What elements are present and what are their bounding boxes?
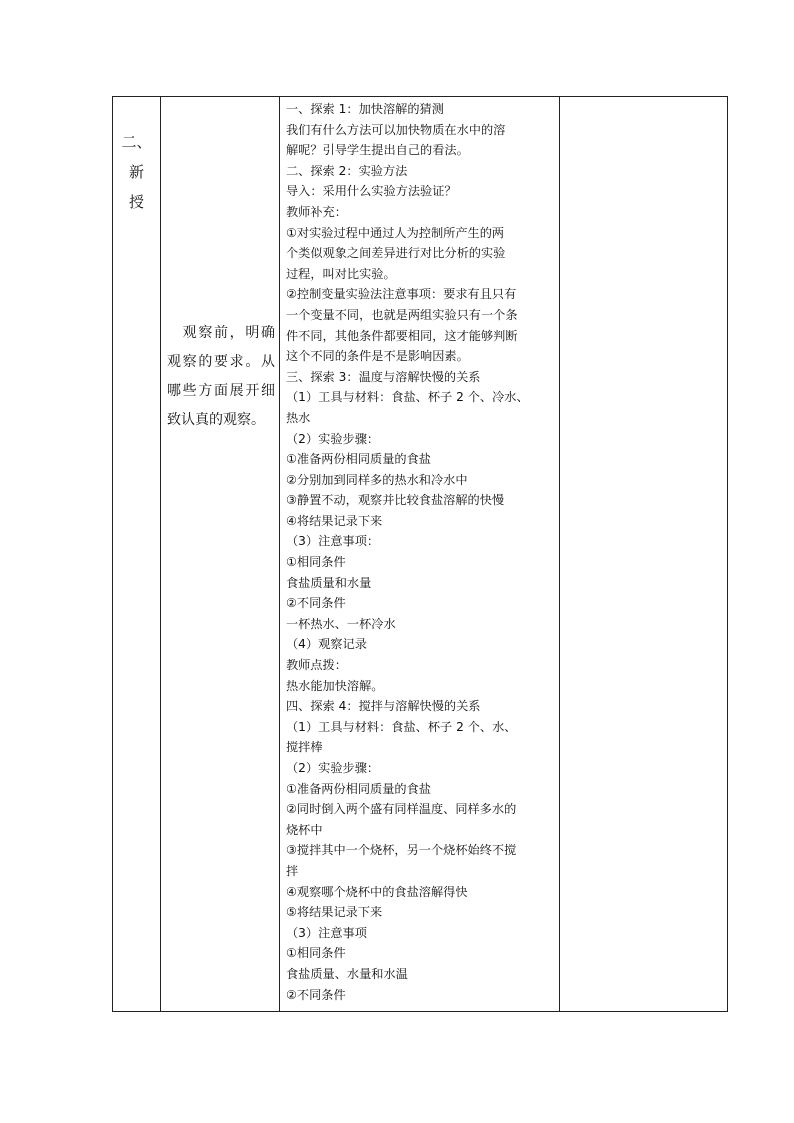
content-line: ①对实验过程中通过人为控制所产生的两 [286,225,505,240]
content-line: ②不同条件 [286,596,346,611]
content-line: 热水能加快溶解。 [286,678,384,693]
content-line: 一杯热水、一杯冷水 [286,616,396,631]
content-line: 导入：采用什么实验方法验证？ [286,184,457,199]
content-line: 件不同，其他条件都要相同，这才能够判断 [286,328,518,343]
student-activity-text: 观察前，明确观察的要求。从哪些方面展开细致认真的观察。 [167,325,275,428]
content-line: （4）观察记录 [286,637,367,652]
lesson-plan-table [112,96,728,1012]
content-line: ②分别加到同样多的热水和冷水中 [286,472,468,487]
section-char: 新 [128,163,144,181]
content-line: ①准备两份相同质量的食盐 [286,452,431,467]
content-line: ⑤将结果记录下来 [286,905,383,920]
section-cell [113,97,161,1012]
content-line: 这个不同的条件是不是影响因素。 [286,349,469,364]
notes-cell [560,97,728,1012]
content-line: （3）注意事项： [286,534,380,549]
content-line: 拌 [286,863,299,878]
content-line: 热水 [286,410,311,425]
content-line: ②同时倒入两个盛有同样温度、同样多水的 [286,802,517,817]
content-line: 三、探索 3：温度与溶解快慢的关系 [286,369,481,384]
content-line: ④将结果记录下来 [286,513,383,528]
content-line: 个类似观象之间差异进行对比分析的实验 [286,246,506,261]
content-line: 食盐质量和水量 [286,575,372,590]
content-line: （3）注意事项 [286,925,367,940]
content-line: ③搅拌其中一个烧杯，另一个烧杯始终不搅 [286,843,517,858]
student-activity-cell [161,97,280,1012]
content-line: 过程，叫对比实验。 [286,266,396,281]
content-line: 四、探索 4：搅拌与溶解快慢的关系 [286,699,481,714]
content-line: ①相同条件 [286,946,346,961]
content-line: 我们有什么方法可以加快物质在水中的溶 [286,122,506,137]
teaching-content-cell [280,97,560,1012]
teaching-content [280,97,559,1005]
content-line: ③静置不动，观察并比较食盐溶解的快慢 [286,493,505,508]
content-line: 食盐质量、水量和水温 [286,966,408,981]
content-line: ①相同条件 [286,555,346,570]
content-line: 烧杯中 [286,822,323,837]
content-line: （2）实验步骤： [286,431,380,446]
content-line: ①准备两份相同质量的食盐 [286,781,431,796]
content-line: 一、探索 1：加快溶解的猜测 [286,102,444,116]
content-line: ④观察哪个烧杯中的食盐溶解得快 [286,884,468,899]
content-line: ②不同条件 [286,987,346,1002]
content-line: ②控制变量实验法注意事项：要求有且只有 [286,287,517,302]
section-label [113,97,160,217]
section-char: 授 [128,193,144,211]
content-line: 教师补充： [286,204,347,219]
content-line: （1）工具与材料：食盐、杯子 2 个、冷水、 [286,390,529,405]
content-line: 教师点拨： [286,658,347,673]
content-line: 二、探索 2：实验方法 [286,163,408,178]
content-line: （1）工具与材料：食盐、杯子 2 个、水、 [286,719,517,734]
content-line: 一个变量不同，也就是两组实验只有一个条 [286,307,518,322]
content-line: （2）实验步骤： [286,761,380,775]
section-number: 二、 [121,133,152,151]
content-line: 搅拌棒 [286,740,323,755]
content-line: 解呢？引导学生提出自己的看法。 [286,143,469,158]
table-row [113,97,728,1012]
